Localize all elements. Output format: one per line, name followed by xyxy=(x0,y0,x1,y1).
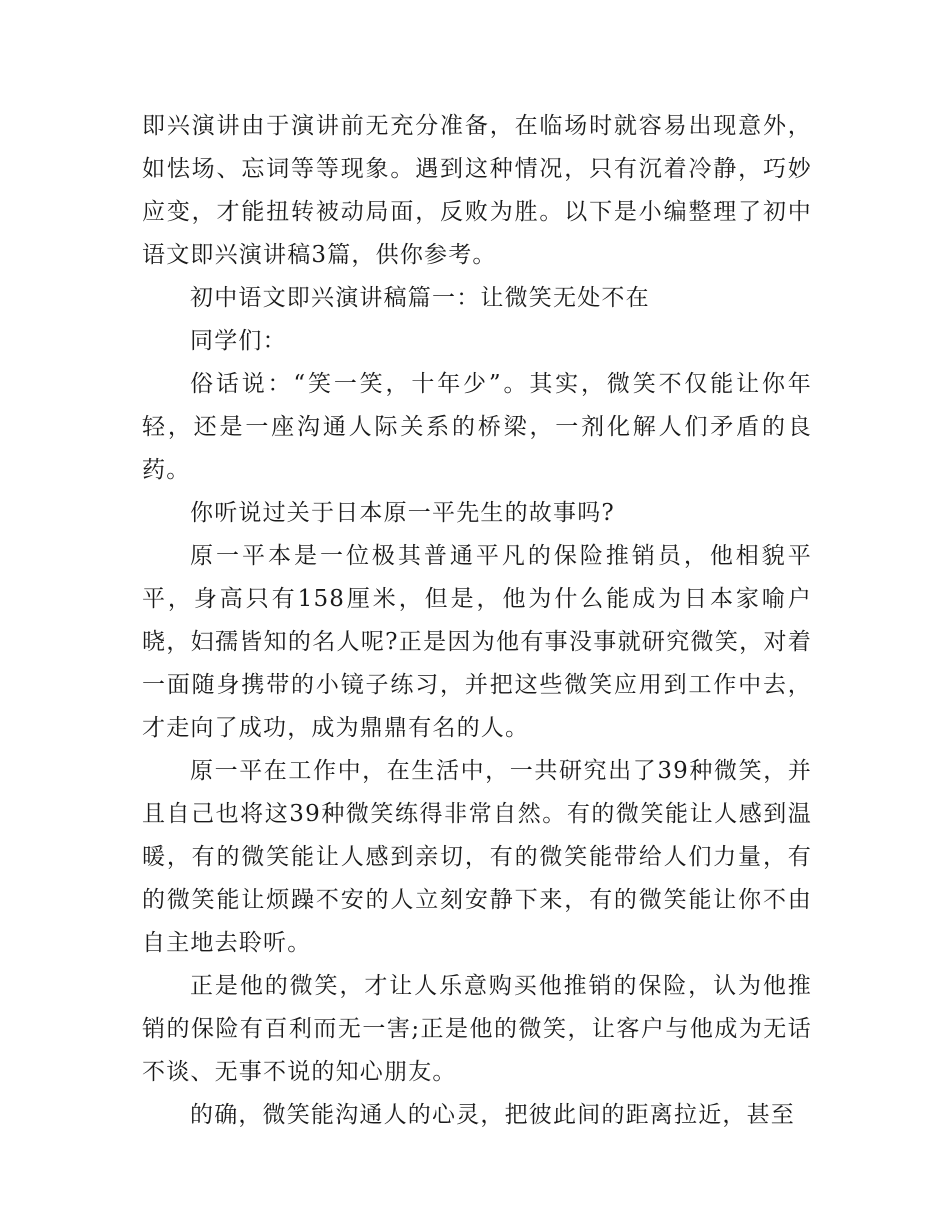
speech-title: 初中语文即兴演讲稿篇一：让微笑无处不在 xyxy=(190,285,650,311)
body-paragraph: 正是他的微笑，才让人乐意购买他推销的保险，认为他推销的保险有百利而无一害;正是他的微笑，让客户与他成为无话不谈、无事不说的知心朋友。 xyxy=(142,973,812,1085)
body-paragraph: 的确，微笑能沟通人的心灵，把彼此间的距离拉近，甚至 xyxy=(190,1102,795,1128)
body-paragraph: 原一平在工作中，在生活中，一共研究出了39种微笑，并且自己也将这39种微笑练得非常自然。有的微笑能让人感到温暖，有的微笑能让人感到亲切，有的微笑能带给人们力量，有的微笑能让烦躁不安的人立刻安静下来，有的微笑能让你不由自主地去聆听。 xyxy=(142,758,812,956)
salutation: 同学们： xyxy=(190,328,287,354)
body-paragraph: 你听说过关于日本原一平先生的故事吗? xyxy=(190,500,615,526)
body-paragraph: 原一平本是一位极其普通平凡的保险推销员，他相貌平平，身高只有158厘米，但是，他为什么能成为日本家喻户晓，妇孺皆知的名人呢?正是因为他有事没事就研究微笑，对着一面随身携带的小镜子练习，并把这些微笑应用到工作中去，才走向了成功，成为鼎鼎有名的人。 xyxy=(142,543,812,741)
document-body xyxy=(142,105,812,1137)
intro-paragraph: 即兴演讲由于演讲前无充分准备，在临场时就容易出现意外，如怯场、忘词等等现象。遇到这种情况，只有沉着冷静，巧妙应变，才能扭转被动局面，反败为胜。以下是小编整理了初中语文即兴演讲稿3篇，供你参考。 xyxy=(142,113,812,268)
body-paragraph: 俗话说：“笑一笑，十年少”。其实，微笑不仅能让你年轻，还是一座沟通人际关系的桥梁，一剂化解人们矛盾的良药。 xyxy=(142,371,812,483)
